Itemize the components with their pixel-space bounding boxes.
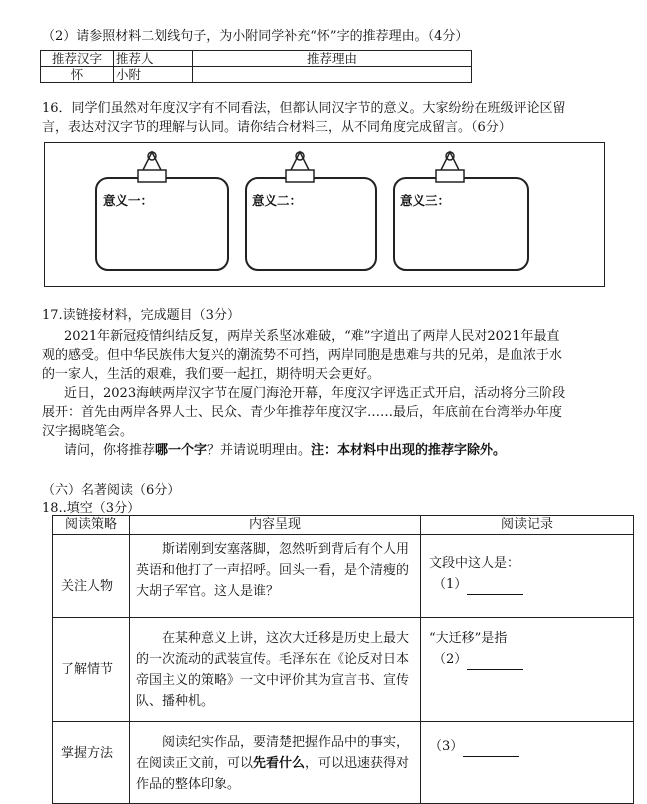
q18-row2-record-answer[interactable]: （2） xyxy=(429,649,629,670)
q2-cell-person: 小附 xyxy=(114,67,193,83)
q18-row2-content: 在某种意义上讲，这次大迁移是历史上最大的一次流动的武装宣传。毛泽东在《论反对日本帝国主义的策略》一文中评价其为宣言书、宣传队、播种机。 xyxy=(130,618,421,722)
q16-line1: 16．同学们虽然对年度汉字有不同看法，但都认同汉字节的意义。大家纷纷在班级评论区留 xyxy=(42,101,566,116)
q2-header-reason: 推荐理由 xyxy=(193,51,472,67)
table-row xyxy=(53,618,634,722)
q2-instruction: （2）请参照材料二划线句子，为小附同学补充“怀”字的推荐理由。（4分） xyxy=(42,29,469,44)
q16-line2: 言，表达对汉字节的理解与认同。请你结合材料三，从不同角度完成留言。（6分） xyxy=(42,120,512,135)
q17-ask-note: 注：本材料中出现的推荐字除外。 xyxy=(311,443,507,458)
q18-row3-bold: 先看什么 xyxy=(253,756,306,771)
board-2-label: 意义二： xyxy=(252,193,303,208)
board-3-label: 意义三： xyxy=(400,193,451,208)
q18-row3-record xyxy=(421,722,634,804)
q2-header-char: 推荐汉字 xyxy=(41,51,114,67)
q17-title: 17.读链接材料，完成题目（3分） xyxy=(42,308,240,323)
clipboard-3 xyxy=(394,152,528,270)
q18-title: 18..填空（3分） xyxy=(42,501,141,516)
q17-p2-line2: 展开：首先由两岸各界人士、民众、青少年推荐年度汉字……最后，年底前在台湾举办年度 xyxy=(42,405,563,420)
q17-p1-line3: 的一家人，生活的艰难，我们要一起扛，期待明天会更好。 xyxy=(42,367,381,382)
q18-row1-record xyxy=(421,535,634,618)
q17-p2-line1: 近日，2023海峡两岸汉字节在厦门海沧开幕，年度汉字评选正式开启，活动将分三阶段 xyxy=(64,386,566,401)
q17-p1-line2: 观的感受。但中华民族伟大复兴的潮流势不可挡，两岸同胞是患难与共的兄弟，是血浓于水 xyxy=(42,348,563,363)
q17-p2-line3: 汉字揭晓笔会。 xyxy=(42,424,134,439)
q2-table xyxy=(40,50,472,83)
q18-row2-record xyxy=(421,618,634,722)
clipboards-drawing xyxy=(44,142,605,287)
q18-header-strategy: 阅读策略 xyxy=(53,516,130,535)
q18-row3-strategy: 掌握方法 xyxy=(53,722,130,804)
q18-header-record: 阅读记录 xyxy=(421,516,634,535)
q18-table xyxy=(52,515,634,804)
q18-row1-content: 斯诺刚到安塞落脚，忽然听到背后有个人用英语和他打了一声招呼。回头一看，是个清瘦的大胡子军官。这人是谁？ xyxy=(130,535,421,618)
q18-row1-strategy: 关注人物 xyxy=(53,535,130,618)
q18-row1-record-answer[interactable]: （1） xyxy=(429,574,629,595)
q2-cell-char: 怀 xyxy=(41,67,114,83)
q18-row3-content: 阅读纪实作品，要清楚把握作品中的事实，在阅读正文前，可以先看什么，可以迅速获得对作品的整体印象。 xyxy=(130,722,421,804)
q17-ask-bold1: 哪一个字 xyxy=(155,443,208,458)
table-row xyxy=(53,535,634,618)
q17-question xyxy=(64,442,506,460)
board-1-label: 意义一： xyxy=(103,193,154,208)
q2-header-person: 推荐人 xyxy=(114,51,193,67)
clipboard-2 xyxy=(246,152,376,270)
q18-row1-record-text: 文段中这人是： xyxy=(429,556,521,571)
clipboard-1 xyxy=(96,152,228,270)
q18-row2-record-text: “大迁移”是指 xyxy=(429,631,508,646)
table-row xyxy=(53,722,634,804)
q17-p1-line1: 2021年新冠疫情纠结反复，两岸关系坚冰难破，“难”字道出了两岸人民对2021年最直 xyxy=(64,329,560,344)
q18-row3-record-answer[interactable]: （3） xyxy=(429,736,629,757)
q17-ask-pre: 请问，你将推荐 xyxy=(64,443,156,458)
q18-header-content: 内容呈现 xyxy=(130,516,421,535)
q17-ask-mid: ？并请说明理由。 xyxy=(207,443,312,458)
section6-title: （六）名著阅读（6分） xyxy=(42,483,181,498)
q2-cell-reason-answer[interactable] xyxy=(193,67,472,83)
q18-row2-strategy: 了解情节 xyxy=(53,618,130,722)
